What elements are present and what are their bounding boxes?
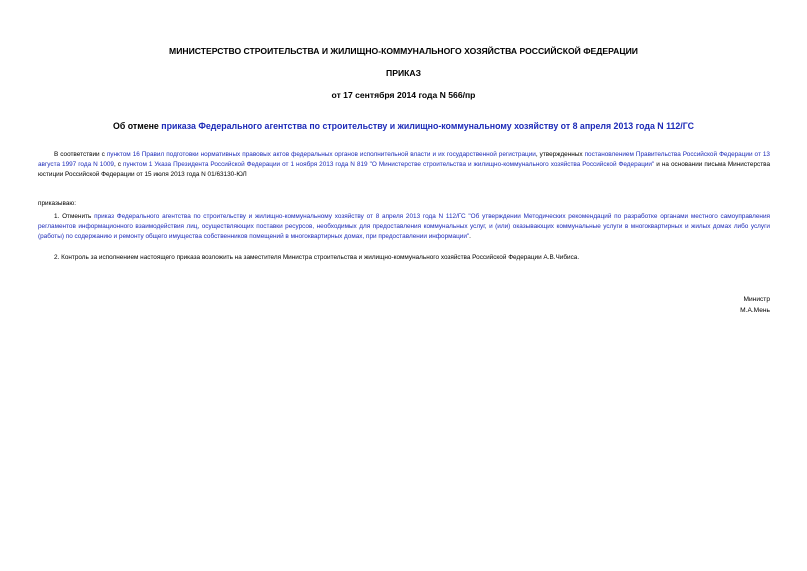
intro-link-presidential-decree[interactable]: пунктом 1 Указа Президента Российской Федерации от 1 ноября 2013 года N 819 "О Министерстве строительства и жилищно-коммунального хозяйства Российской Федерации" — [122, 161, 655, 168]
intro-link-government-decree[interactable]: постановлением Правительства Российской Федерации от 13 августа 1997 года N 1009 — [38, 151, 770, 168]
intro-text-1: В соответствии с — [54, 151, 107, 158]
signature-title: Министр — [743, 296, 770, 303]
order-item-1 — [38, 212, 770, 242]
intro-text-4: и на основании письма Министерства юстиции Российской Федерации от 15 июля 2013 года N 01/63130-ЮЛ — [38, 161, 771, 178]
subject-prefix: Об отмене — [113, 121, 162, 131]
order-item-2: 2. Контроль за исполнением настоящего приказа возложить на заместителя Министра строительства и жилищно-коммунального хозяйства Российской Федерации А.В.Чибиса. — [54, 254, 580, 261]
intro-link-rules[interactable]: пунктом 16 Правил подготовки нормативных правовых актов федеральных органов исполнительной власти и их государственной регистрации — [106, 151, 536, 158]
order-directive: приказываю: — [38, 200, 76, 207]
item1-text-1: 1. Отменить — [54, 213, 95, 220]
document-subject — [0, 121, 807, 132]
subject-link[interactable]: приказа Федерального агентства по строительству и жилищно-коммунальному хозяйству от 8 апреля 2013 года N 112/ГС — [161, 121, 694, 131]
ministry-heading: МИНИСТЕРСТВО СТРОИТЕЛЬСТВА И ЖИЛИЩНО-КОММУНАЛЬНОГО ХОЗЯЙСТВА РОССИЙСКОЙ ФЕДЕРАЦИИ — [169, 46, 638, 56]
document-date-number: от 17 сентября 2014 года N 566/пр — [331, 90, 476, 100]
intro-paragraph — [38, 150, 770, 180]
document-type-heading: ПРИКАЗ — [386, 68, 421, 78]
item1-text-2: . — [469, 233, 471, 240]
signature-name: М.А.Мень — [740, 307, 770, 314]
intro-text-3: , с — [113, 161, 123, 168]
intro-text-2: , утвержденных — [535, 151, 585, 158]
item1-link-cancelled-order[interactable]: приказ Федерального агентства по строительству и жилищно-коммунальному хозяйству от 8 апреля 2013 года N 112/ГС "Об утверждении Методических рекомендаций по разработке органами местного самоуправления регламентов информационного взаимодействия лиц, осуществляющих поставки ресурсов, необходимых для предоставления коммунальных услуг, и (или) оказывающих коммунальные услуги в многоквартирных и жилых домах либо услуги (работы) по содержанию и ремонту общего имущества собственников помещений в многоквартирных домах, при предоставлении информации" — [38, 213, 770, 240]
